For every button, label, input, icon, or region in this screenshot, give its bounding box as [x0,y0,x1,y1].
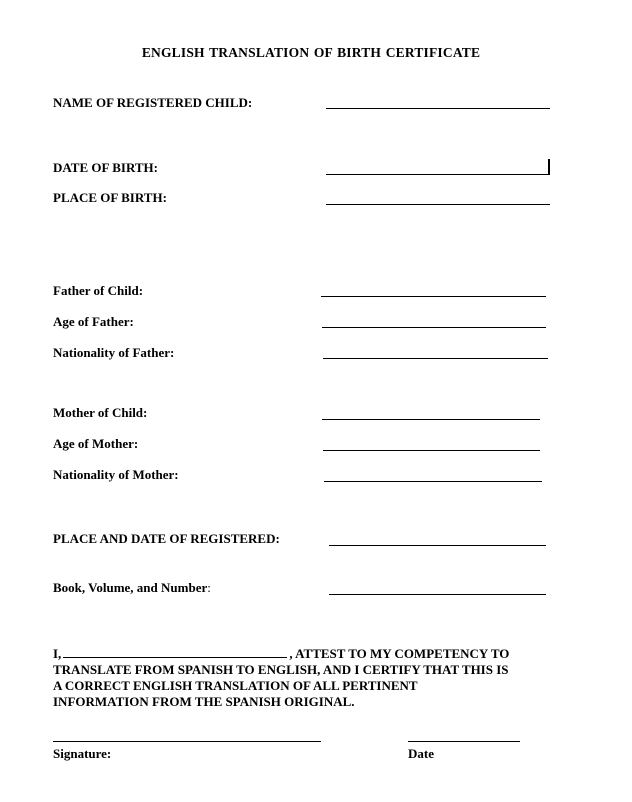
date-of-birth-label: DATE OF BIRTH: [53,160,158,175]
document-title: ENGLISH TRANSLATION OF BIRTH CERTIFICATE [141,45,481,60]
mother-label: Mother of Child: [53,405,148,420]
place-of-birth-field[interactable] [326,204,550,205]
book-volume-number-text: Book, Volume, and Number [53,580,208,595]
attestation-paragraph [53,646,573,710]
father-label: Father of Child: [53,283,144,298]
date-of-birth-field[interactable] [326,174,550,175]
mother-field[interactable] [322,419,540,420]
place-of-birth-label: PLACE OF BIRTH: [53,190,167,205]
attestation-line-3: A CORRECT ENGLISH TRANSLATION OF ALL PERTINENT [53,678,418,693]
place-date-registered-label: PLACE AND DATE OF REGISTERED: [53,531,280,546]
mother-age-label: Age of Mother: [53,436,139,451]
mother-nationality-label: Nationality of Mother: [53,467,179,482]
attestation-line-4: INFORMATION FROM THE SPANISH ORIGINAL. [53,694,355,709]
mother-age-field[interactable] [323,450,540,451]
date-label: Date [408,746,434,761]
father-nationality-field[interactable] [323,358,548,359]
attestation-prefix: I, [53,646,62,661]
translator-name-field[interactable] [63,647,287,658]
book-volume-number-colon: : [207,580,211,595]
father-nationality-label: Nationality of Father: [53,345,175,360]
book-volume-number-label [53,580,211,596]
text-cursor [548,159,550,175]
attestation-line-1-text: , ATTEST TO MY COMPETENCY TO [289,646,510,661]
signature-label: Signature: [53,746,112,761]
father-field[interactable] [321,296,546,297]
mother-nationality-field[interactable] [324,481,542,482]
father-age-label: Age of Father: [53,314,134,329]
place-date-registered-field[interactable] [329,545,546,546]
book-volume-number-field[interactable] [329,594,546,595]
signature-field[interactable] [53,741,321,742]
child-name-label: NAME OF REGISTERED CHILD: [53,95,253,110]
child-name-field[interactable] [326,108,550,109]
signature-date-field[interactable] [408,741,520,742]
attestation-line-2: TRANSLATE FROM SPANISH TO ENGLISH, AND I CERTIFY THAT THIS IS [53,662,509,677]
attestation-line-1 [53,646,573,662]
father-age-field[interactable] [322,327,546,328]
